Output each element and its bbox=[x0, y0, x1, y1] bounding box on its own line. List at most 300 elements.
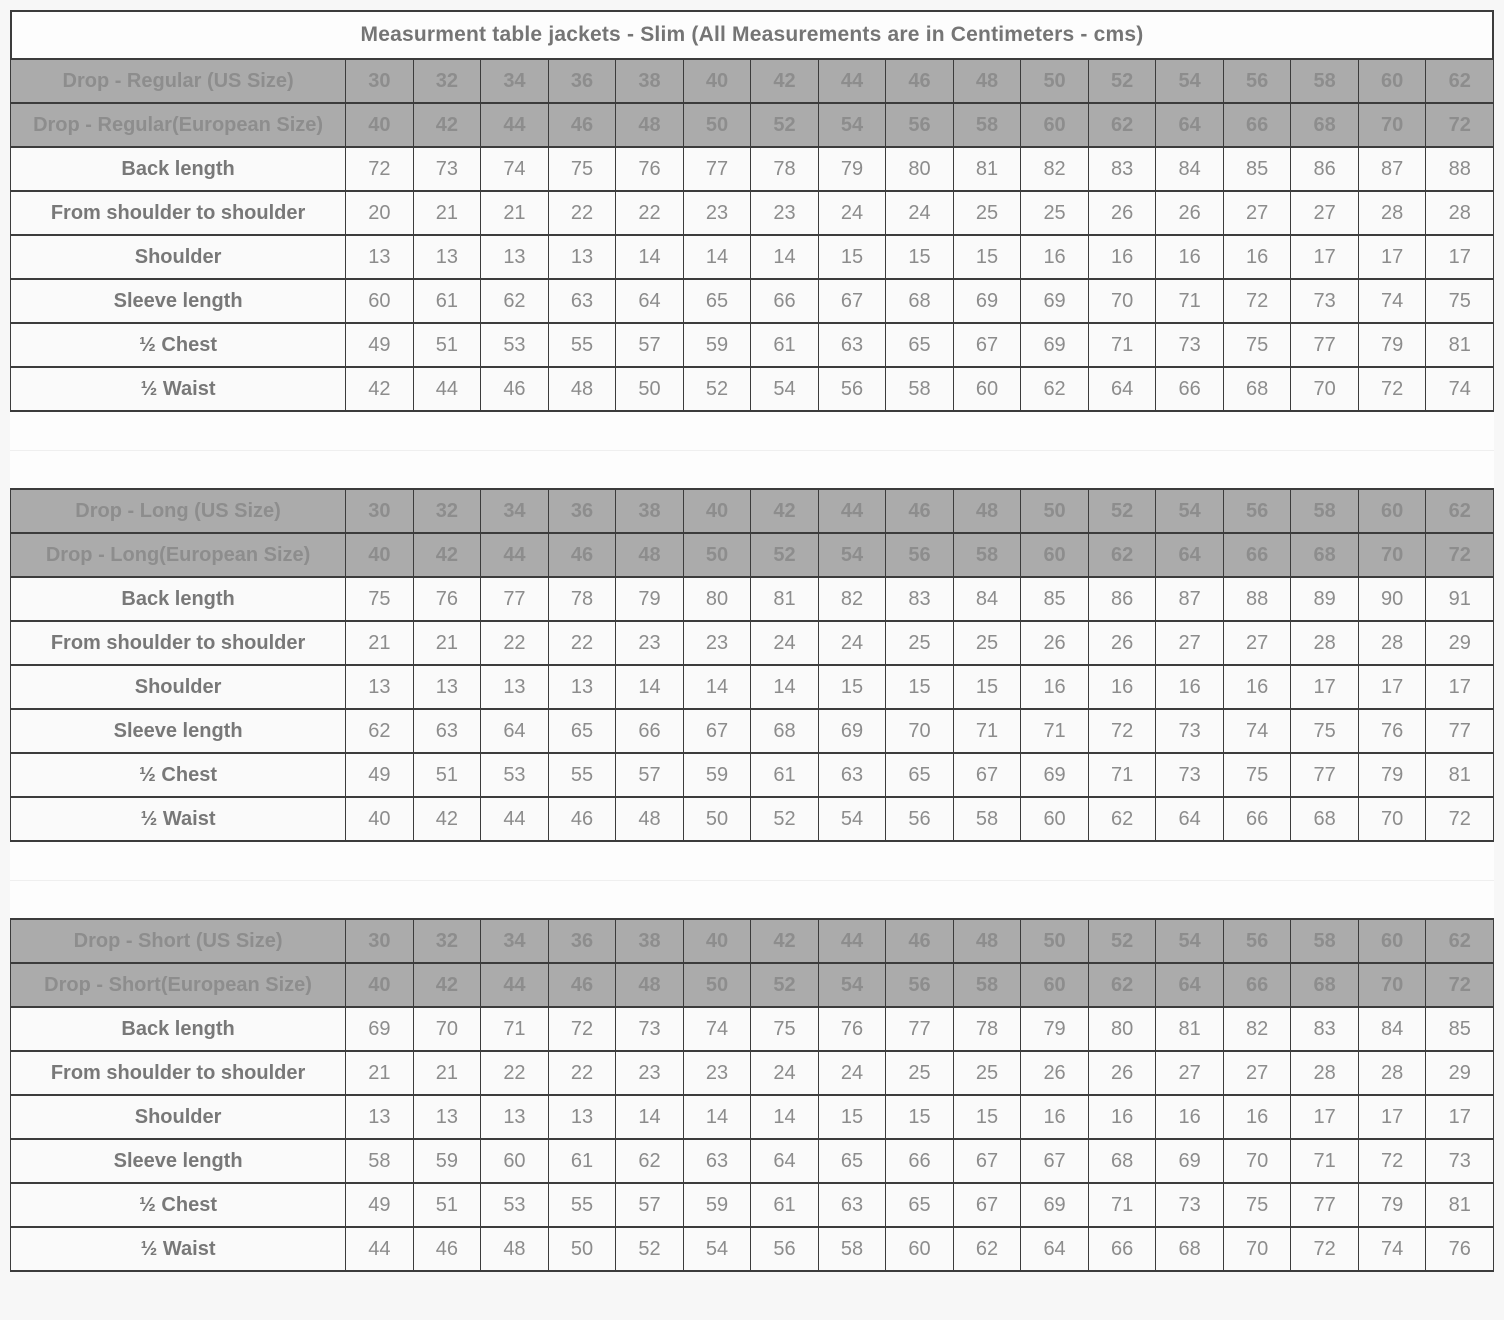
measurement-value-cell: 22 bbox=[548, 1051, 616, 1095]
eu-size-cell: 46 bbox=[548, 533, 616, 577]
measurement-value-cell: 73 bbox=[1291, 279, 1359, 323]
measurement-value-cell: 52 bbox=[616, 1227, 684, 1271]
measurement-value-cell: 61 bbox=[751, 323, 819, 367]
measurement-value-cell: 65 bbox=[886, 1183, 954, 1227]
measurement-value-cell: 64 bbox=[616, 279, 684, 323]
us-size-cell: 56 bbox=[1223, 489, 1291, 533]
measurement-value-cell: 66 bbox=[1156, 367, 1224, 411]
measurement-value-cell: 21 bbox=[413, 191, 481, 235]
measurement-value-cell: 69 bbox=[818, 709, 886, 753]
measurement-value-cell: 63 bbox=[818, 753, 886, 797]
us-size-cell: 50 bbox=[1021, 919, 1089, 963]
measurement-value-cell: 23 bbox=[616, 1051, 684, 1095]
measurement-value-cell: 51 bbox=[413, 1183, 481, 1227]
measurement-value-cell: 28 bbox=[1358, 1051, 1426, 1095]
measurement-value-cell: 80 bbox=[683, 577, 751, 621]
eu-size-row-label: Drop - Regular(European Size) bbox=[11, 103, 346, 147]
measurement-value-cell: 84 bbox=[1156, 147, 1224, 191]
measurement-value-cell: 76 bbox=[616, 147, 684, 191]
measurement-value-cell: 63 bbox=[818, 1183, 886, 1227]
table-row bbox=[11, 621, 1494, 665]
measurement-value-cell: 82 bbox=[1223, 1007, 1291, 1051]
eu-size-cell: 60 bbox=[1021, 533, 1089, 577]
table-row bbox=[11, 279, 1494, 323]
measurement-value-cell: 27 bbox=[1223, 621, 1291, 665]
measurement-value-cell: 48 bbox=[616, 797, 684, 841]
eu-size-cell: 48 bbox=[616, 103, 684, 147]
us-size-cell: 34 bbox=[481, 489, 549, 533]
measurement-row-label: Sleeve length bbox=[11, 279, 346, 323]
eu-size-cell: 60 bbox=[1021, 103, 1089, 147]
table-title: Measurment table jackets - Slim (All Measurements are in Centimeters - cms) bbox=[10, 10, 1494, 58]
us-size-cell: 38 bbox=[616, 919, 684, 963]
measurement-value-cell: 14 bbox=[751, 235, 819, 279]
measurement-value-cell: 16 bbox=[1021, 1095, 1089, 1139]
measurement-value-cell: 76 bbox=[1426, 1227, 1494, 1271]
measurement-row-label: Shoulder bbox=[11, 235, 346, 279]
measurement-value-cell: 75 bbox=[751, 1007, 819, 1051]
measurement-value-cell: 48 bbox=[548, 367, 616, 411]
us-size-cell: 32 bbox=[413, 489, 481, 533]
measurement-value-cell: 81 bbox=[1426, 1183, 1494, 1227]
measurement-value-cell: 86 bbox=[1291, 147, 1359, 191]
measurement-value-cell: 44 bbox=[413, 367, 481, 411]
measurement-value-cell: 15 bbox=[886, 235, 954, 279]
measurement-value-cell: 28 bbox=[1426, 191, 1494, 235]
measurement-value-cell: 68 bbox=[886, 279, 954, 323]
measurement-row-label: From shoulder to shoulder bbox=[11, 1051, 346, 1095]
measurement-value-cell: 83 bbox=[1291, 1007, 1359, 1051]
eu-size-cell: 70 bbox=[1358, 103, 1426, 147]
eu-size-cell: 48 bbox=[616, 533, 684, 577]
table-row bbox=[11, 367, 1494, 411]
measurement-value-cell: 64 bbox=[751, 1139, 819, 1183]
measurement-value-cell: 13 bbox=[413, 665, 481, 709]
measurement-value-cell: 69 bbox=[953, 279, 1021, 323]
us-size-cell: 58 bbox=[1291, 919, 1359, 963]
measurement-value-cell: 68 bbox=[1156, 1227, 1224, 1271]
eu-size-cell: 58 bbox=[953, 103, 1021, 147]
eu-size-cell: 48 bbox=[616, 963, 684, 1007]
measurement-value-cell: 50 bbox=[616, 367, 684, 411]
measurement-row-label: From shoulder to shoulder bbox=[11, 621, 346, 665]
table-row bbox=[11, 235, 1494, 279]
us-size-cell: 62 bbox=[1426, 59, 1494, 103]
us-size-cell: 40 bbox=[683, 59, 751, 103]
measurement-value-cell: 24 bbox=[751, 621, 819, 665]
measurement-value-cell: 56 bbox=[818, 367, 886, 411]
measurement-value-cell: 56 bbox=[751, 1227, 819, 1271]
measurement-value-cell: 65 bbox=[683, 279, 751, 323]
table-row bbox=[11, 489, 1494, 533]
measurement-value-cell: 23 bbox=[683, 191, 751, 235]
measurement-value-cell: 75 bbox=[1291, 709, 1359, 753]
measurement-value-cell: 88 bbox=[1223, 577, 1291, 621]
measurement-value-cell: 65 bbox=[886, 323, 954, 367]
measurement-value-cell: 63 bbox=[548, 279, 616, 323]
eu-size-cell: 46 bbox=[548, 103, 616, 147]
measurement-value-cell: 67 bbox=[953, 1183, 1021, 1227]
eu-size-cell: 56 bbox=[886, 103, 954, 147]
measurement-value-cell: 51 bbox=[413, 753, 481, 797]
measurement-row-label: Back length bbox=[11, 147, 346, 191]
measurement-value-cell: 77 bbox=[1291, 1183, 1359, 1227]
measurement-value-cell: 66 bbox=[886, 1139, 954, 1183]
eu-size-cell: 40 bbox=[346, 103, 414, 147]
us-size-cell: 42 bbox=[751, 489, 819, 533]
measurement-value-cell: 53 bbox=[481, 1183, 549, 1227]
eu-size-cell: 50 bbox=[683, 103, 751, 147]
us-size-cell: 36 bbox=[548, 919, 616, 963]
us-size-cell: 46 bbox=[886, 59, 954, 103]
measurement-value-cell: 76 bbox=[818, 1007, 886, 1051]
us-size-cell: 32 bbox=[413, 919, 481, 963]
regular-section-table bbox=[10, 58, 1494, 412]
us-size-cell: 60 bbox=[1358, 59, 1426, 103]
measurement-value-cell: 61 bbox=[751, 753, 819, 797]
measurement-value-cell: 74 bbox=[683, 1007, 751, 1051]
measurement-value-cell: 25 bbox=[1021, 191, 1089, 235]
measurement-value-cell: 81 bbox=[1426, 323, 1494, 367]
measurement-value-cell: 72 bbox=[1426, 797, 1494, 841]
measurement-value-cell: 77 bbox=[886, 1007, 954, 1051]
measurement-value-cell: 81 bbox=[1156, 1007, 1224, 1051]
measurement-value-cell: 79 bbox=[616, 577, 684, 621]
measurement-value-cell: 73 bbox=[1156, 323, 1224, 367]
measurement-value-cell: 84 bbox=[953, 577, 1021, 621]
measurement-value-cell: 26 bbox=[1021, 621, 1089, 665]
measurement-value-cell: 67 bbox=[953, 753, 1021, 797]
measurement-value-cell: 22 bbox=[481, 1051, 549, 1095]
us-size-cell: 50 bbox=[1021, 59, 1089, 103]
measurement-value-cell: 46 bbox=[548, 797, 616, 841]
measurement-value-cell: 73 bbox=[1156, 709, 1224, 753]
measurement-value-cell: 75 bbox=[548, 147, 616, 191]
measurement-value-cell: 14 bbox=[751, 665, 819, 709]
measurement-value-cell: 14 bbox=[616, 1095, 684, 1139]
measurement-value-cell: 15 bbox=[818, 665, 886, 709]
eu-size-cell: 40 bbox=[346, 533, 414, 577]
eu-size-cell: 58 bbox=[953, 963, 1021, 1007]
measurement-value-cell: 62 bbox=[346, 709, 414, 753]
eu-size-cell: 54 bbox=[818, 103, 886, 147]
long-section-table bbox=[10, 488, 1494, 842]
eu-size-cell: 72 bbox=[1426, 533, 1494, 577]
measurement-value-cell: 87 bbox=[1358, 147, 1426, 191]
eu-size-cell: 60 bbox=[1021, 963, 1089, 1007]
measurement-value-cell: 15 bbox=[818, 1095, 886, 1139]
us-size-cell: 62 bbox=[1426, 919, 1494, 963]
measurement-value-cell: 64 bbox=[1021, 1227, 1089, 1271]
measurement-value-cell: 13 bbox=[548, 665, 616, 709]
measurement-value-cell: 70 bbox=[1358, 797, 1426, 841]
measurement-value-cell: 59 bbox=[683, 323, 751, 367]
measurement-value-cell: 75 bbox=[1426, 279, 1494, 323]
table-row bbox=[11, 1139, 1494, 1183]
measurement-value-cell: 21 bbox=[481, 191, 549, 235]
us-size-cell: 30 bbox=[346, 59, 414, 103]
measurement-value-cell: 52 bbox=[751, 797, 819, 841]
measurement-value-cell: 24 bbox=[818, 1051, 886, 1095]
measurement-value-cell: 91 bbox=[1426, 577, 1494, 621]
measurement-value-cell: 23 bbox=[751, 191, 819, 235]
eu-size-cell: 62 bbox=[1088, 103, 1156, 147]
measurement-value-cell: 74 bbox=[1358, 1227, 1426, 1271]
table-row bbox=[11, 753, 1494, 797]
measurement-value-cell: 27 bbox=[1156, 1051, 1224, 1095]
measurement-value-cell: 25 bbox=[953, 621, 1021, 665]
measurement-value-cell: 15 bbox=[818, 235, 886, 279]
measurement-value-cell: 51 bbox=[413, 323, 481, 367]
eu-size-cell: 64 bbox=[1156, 533, 1224, 577]
table-row bbox=[11, 1007, 1494, 1051]
measurement-value-cell: 81 bbox=[751, 577, 819, 621]
measurement-value-cell: 75 bbox=[1223, 1183, 1291, 1227]
measurement-value-cell: 58 bbox=[818, 1227, 886, 1271]
table-row bbox=[11, 577, 1494, 621]
measurement-value-cell: 85 bbox=[1021, 577, 1089, 621]
table-row bbox=[11, 963, 1494, 1007]
measurement-value-cell: 69 bbox=[1021, 1183, 1089, 1227]
us-size-cell: 60 bbox=[1358, 919, 1426, 963]
measurement-value-cell: 16 bbox=[1021, 665, 1089, 709]
measurement-value-cell: 74 bbox=[481, 147, 549, 191]
measurement-value-cell: 63 bbox=[818, 323, 886, 367]
measurement-value-cell: 79 bbox=[1021, 1007, 1089, 1051]
measurement-value-cell: 24 bbox=[751, 1051, 819, 1095]
measurement-value-cell: 73 bbox=[1426, 1139, 1494, 1183]
measurement-value-cell: 66 bbox=[1088, 1227, 1156, 1271]
measurement-row-label: From shoulder to shoulder bbox=[11, 191, 346, 235]
measurement-row-label: ½ Waist bbox=[11, 1227, 346, 1271]
measurement-value-cell: 63 bbox=[413, 709, 481, 753]
table-row bbox=[11, 533, 1494, 577]
measurement-value-cell: 27 bbox=[1223, 1051, 1291, 1095]
eu-size-row-label: Drop - Long(European Size) bbox=[11, 533, 346, 577]
measurement-value-cell: 13 bbox=[346, 1095, 414, 1139]
measurement-value-cell: 70 bbox=[886, 709, 954, 753]
measurement-value-cell: 16 bbox=[1156, 235, 1224, 279]
measurement-value-cell: 80 bbox=[1088, 1007, 1156, 1051]
measurement-value-cell: 28 bbox=[1358, 191, 1426, 235]
measurement-value-cell: 13 bbox=[481, 665, 549, 709]
measurement-value-cell: 15 bbox=[953, 1095, 1021, 1139]
measurement-value-cell: 72 bbox=[1358, 1139, 1426, 1183]
measurement-value-cell: 26 bbox=[1088, 191, 1156, 235]
us-size-row-label: Drop - Long (US Size) bbox=[11, 489, 346, 533]
measurement-value-cell: 77 bbox=[1291, 753, 1359, 797]
us-size-cell: 54 bbox=[1156, 919, 1224, 963]
eu-size-cell: 52 bbox=[751, 533, 819, 577]
measurement-value-cell: 17 bbox=[1426, 1095, 1494, 1139]
measurement-value-cell: 72 bbox=[1291, 1227, 1359, 1271]
table-row bbox=[11, 709, 1494, 753]
eu-size-cell: 42 bbox=[413, 963, 481, 1007]
measurement-value-cell: 59 bbox=[683, 753, 751, 797]
measurement-value-cell: 16 bbox=[1223, 1095, 1291, 1139]
measurement-value-cell: 69 bbox=[1021, 323, 1089, 367]
measurement-value-cell: 48 bbox=[481, 1227, 549, 1271]
measurement-value-cell: 55 bbox=[548, 1183, 616, 1227]
measurement-value-cell: 61 bbox=[413, 279, 481, 323]
measurement-value-cell: 67 bbox=[1021, 1139, 1089, 1183]
measurement-value-cell: 72 bbox=[1358, 367, 1426, 411]
table-row bbox=[11, 1183, 1494, 1227]
eu-size-cell: 68 bbox=[1291, 963, 1359, 1007]
measurement-row-label: ½ Chest bbox=[11, 1183, 346, 1227]
measurement-value-cell: 58 bbox=[886, 367, 954, 411]
measurement-value-cell: 13 bbox=[346, 235, 414, 279]
eu-size-cell: 66 bbox=[1223, 963, 1291, 1007]
us-size-cell: 56 bbox=[1223, 59, 1291, 103]
measurement-value-cell: 87 bbox=[1156, 577, 1224, 621]
measurement-value-cell: 24 bbox=[818, 621, 886, 665]
measurement-row-label: Back length bbox=[11, 1007, 346, 1051]
eu-size-cell: 70 bbox=[1358, 963, 1426, 1007]
us-size-cell: 46 bbox=[886, 919, 954, 963]
measurement-value-cell: 73 bbox=[1156, 753, 1224, 797]
measurement-value-cell: 16 bbox=[1021, 235, 1089, 279]
table-row bbox=[11, 919, 1494, 963]
measurement-value-cell: 54 bbox=[751, 367, 819, 411]
measurement-value-cell: 59 bbox=[413, 1139, 481, 1183]
section-gap bbox=[10, 412, 1494, 488]
measurement-value-cell: 42 bbox=[346, 367, 414, 411]
measurement-value-cell: 73 bbox=[413, 147, 481, 191]
measurement-value-cell: 16 bbox=[1088, 665, 1156, 709]
measurement-value-cell: 29 bbox=[1426, 621, 1494, 665]
measurement-value-cell: 78 bbox=[751, 147, 819, 191]
measurement-value-cell: 27 bbox=[1291, 191, 1359, 235]
table-row bbox=[11, 1227, 1494, 1271]
measurement-value-cell: 55 bbox=[548, 753, 616, 797]
measurement-value-cell: 67 bbox=[953, 323, 1021, 367]
measurement-value-cell: 50 bbox=[548, 1227, 616, 1271]
measurement-value-cell: 49 bbox=[346, 753, 414, 797]
measurement-value-cell: 49 bbox=[346, 1183, 414, 1227]
measurement-value-cell: 73 bbox=[616, 1007, 684, 1051]
measurement-value-cell: 75 bbox=[1223, 753, 1291, 797]
eu-size-cell: 46 bbox=[548, 963, 616, 1007]
us-size-cell: 40 bbox=[683, 919, 751, 963]
measurement-value-cell: 26 bbox=[1156, 191, 1224, 235]
eu-size-cell: 56 bbox=[886, 963, 954, 1007]
measurement-value-cell: 17 bbox=[1358, 1095, 1426, 1139]
eu-size-cell: 42 bbox=[413, 533, 481, 577]
measurement-value-cell: 67 bbox=[683, 709, 751, 753]
measurement-value-cell: 40 bbox=[346, 797, 414, 841]
eu-size-cell: 44 bbox=[481, 963, 549, 1007]
us-size-cell: 34 bbox=[481, 919, 549, 963]
us-size-cell: 32 bbox=[413, 59, 481, 103]
measurement-value-cell: 15 bbox=[953, 235, 1021, 279]
measurement-value-cell: 13 bbox=[413, 1095, 481, 1139]
us-size-cell: 56 bbox=[1223, 919, 1291, 963]
eu-size-cell: 70 bbox=[1358, 533, 1426, 577]
measurement-value-cell: 53 bbox=[481, 323, 549, 367]
measurement-value-cell: 13 bbox=[548, 1095, 616, 1139]
measurement-value-cell: 61 bbox=[751, 1183, 819, 1227]
measurement-value-cell: 69 bbox=[346, 1007, 414, 1051]
measurement-value-cell: 68 bbox=[1223, 367, 1291, 411]
measurement-value-cell: 15 bbox=[886, 1095, 954, 1139]
measurement-value-cell: 14 bbox=[616, 235, 684, 279]
measurement-value-cell: 78 bbox=[953, 1007, 1021, 1051]
measurement-value-cell: 63 bbox=[683, 1139, 751, 1183]
measurement-value-cell: 76 bbox=[413, 577, 481, 621]
measurement-value-cell: 14 bbox=[683, 665, 751, 709]
measurement-value-cell: 69 bbox=[1021, 279, 1089, 323]
us-size-cell: 54 bbox=[1156, 59, 1224, 103]
measurement-value-cell: 44 bbox=[481, 797, 549, 841]
us-size-row-label: Drop - Regular (US Size) bbox=[11, 59, 346, 103]
measurement-value-cell: 54 bbox=[683, 1227, 751, 1271]
measurement-value-cell: 17 bbox=[1291, 235, 1359, 279]
measurement-value-cell: 16 bbox=[1223, 665, 1291, 709]
measurement-value-cell: 64 bbox=[1088, 367, 1156, 411]
measurement-value-cell: 26 bbox=[1088, 621, 1156, 665]
measurement-value-cell: 72 bbox=[1088, 709, 1156, 753]
measurement-value-cell: 58 bbox=[346, 1139, 414, 1183]
measurement-value-cell: 74 bbox=[1358, 279, 1426, 323]
us-size-cell: 50 bbox=[1021, 489, 1089, 533]
measurement-value-cell: 68 bbox=[751, 709, 819, 753]
measurement-value-cell: 72 bbox=[548, 1007, 616, 1051]
measurement-value-cell: 25 bbox=[953, 1051, 1021, 1095]
measurement-value-cell: 68 bbox=[1291, 797, 1359, 841]
measurement-row-label: ½ Waist bbox=[11, 797, 346, 841]
measurement-value-cell: 79 bbox=[1358, 753, 1426, 797]
measurement-value-cell: 79 bbox=[1358, 1183, 1426, 1227]
eu-size-cell: 68 bbox=[1291, 533, 1359, 577]
measurement-value-cell: 26 bbox=[1021, 1051, 1089, 1095]
us-size-cell: 42 bbox=[751, 59, 819, 103]
eu-size-cell: 52 bbox=[751, 103, 819, 147]
measurement-value-cell: 13 bbox=[346, 665, 414, 709]
measurement-value-cell: 71 bbox=[1156, 279, 1224, 323]
measurement-value-cell: 23 bbox=[616, 621, 684, 665]
measurement-value-cell: 70 bbox=[1088, 279, 1156, 323]
short-section-table bbox=[10, 918, 1494, 1272]
measurement-value-cell: 21 bbox=[346, 621, 414, 665]
measurement-value-cell: 62 bbox=[481, 279, 549, 323]
table-row bbox=[11, 147, 1494, 191]
measurement-value-cell: 13 bbox=[481, 1095, 549, 1139]
measurement-value-cell: 86 bbox=[1088, 577, 1156, 621]
eu-size-cell: 58 bbox=[953, 533, 1021, 577]
measurement-value-cell: 66 bbox=[751, 279, 819, 323]
measurement-value-cell: 21 bbox=[413, 621, 481, 665]
measurement-value-cell: 15 bbox=[886, 665, 954, 709]
eu-size-cell: 42 bbox=[413, 103, 481, 147]
measurement-value-cell: 57 bbox=[616, 323, 684, 367]
measurement-value-cell: 29 bbox=[1426, 1051, 1494, 1095]
measurement-value-cell: 17 bbox=[1426, 665, 1494, 709]
measurement-value-cell: 71 bbox=[1088, 753, 1156, 797]
measurement-value-cell: 60 bbox=[346, 279, 414, 323]
measurement-value-cell: 61 bbox=[548, 1139, 616, 1183]
measurement-value-cell: 13 bbox=[481, 235, 549, 279]
us-size-cell: 42 bbox=[751, 919, 819, 963]
measurement-value-cell: 58 bbox=[953, 797, 1021, 841]
measurement-value-cell: 79 bbox=[1358, 323, 1426, 367]
measurement-value-cell: 71 bbox=[1088, 323, 1156, 367]
measurement-value-cell: 26 bbox=[1088, 1051, 1156, 1095]
measurement-value-cell: 54 bbox=[818, 797, 886, 841]
us-size-cell: 62 bbox=[1426, 489, 1494, 533]
measurement-value-cell: 62 bbox=[1088, 797, 1156, 841]
measurement-row-label: Back length bbox=[11, 577, 346, 621]
